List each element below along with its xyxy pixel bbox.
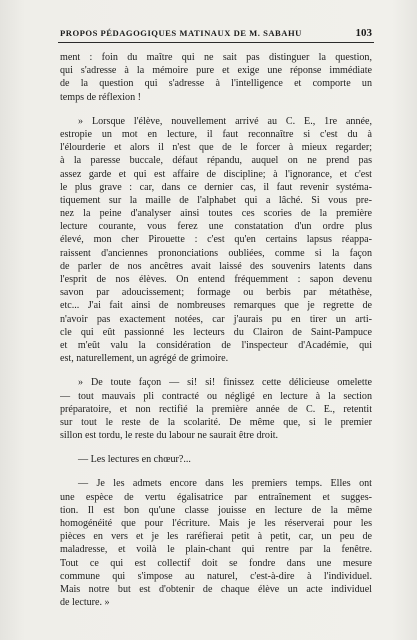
text-line: nez la peine d'analyser ainsi toutes ces scories de la première xyxy=(60,208,372,220)
text-line: savon par adoucissement; formage ou berbis par métathèse, xyxy=(60,287,372,299)
text-line: temps de réflexion ! xyxy=(60,91,142,103)
text-line: homogénéité que pour l'écriture. Mais je les réserverai pour les xyxy=(60,518,372,529)
page-number: 103 xyxy=(355,27,372,39)
text-line: etc... J'ai fait ainsi de nombreuses remarques que je regrette de xyxy=(60,300,372,312)
paragraph xyxy=(60,453,372,466)
text-line: élevé, mon cher Pirouette : c'est qu'en certains lapsus réappa- xyxy=(60,234,372,246)
text-line: raissent d'anciennes prononciations oubliées, comme si la façon xyxy=(60,247,372,259)
text-line: maladresse, et voilà le plain-chant qui rentre par la fenêtre. xyxy=(60,544,372,556)
text-line: commune qui s'impose au naturel, c'est-à-dire à l'individuel. xyxy=(60,570,372,582)
text-line: Mais notre but est d'obtenir de chaque élève un acte individuel xyxy=(60,583,372,595)
text-line: de la question qui s'adresse à l'intelligence et comporte un xyxy=(60,78,372,90)
paragraph-gap xyxy=(60,104,372,115)
text-line: ment : foin du maître qui ne sait pas distinguer la question, xyxy=(60,52,372,63)
text-line: lecture courante, vous ferez une constatation d'un ordre plus xyxy=(60,221,372,233)
text-line: » Lorsque l'élève, nouvellement arrivé au C. E., 1re année, xyxy=(78,115,372,127)
text-line: et m'eût valu la considération de l'inspecteur d'Académie, qui xyxy=(60,339,372,351)
paragraph-gap xyxy=(60,466,372,477)
text-line: estropie un mot en lecture, il faut reconnaître si c'est du à xyxy=(60,128,372,140)
paragraph xyxy=(60,477,372,609)
running-title: PROPOS PÉDAGOGIQUES MATINAUX DE M. SABAHU xyxy=(60,28,302,38)
header-rule xyxy=(58,42,374,43)
text-line: — tout mauvais pli contracté ou négligé en lecture à la section xyxy=(60,390,372,402)
text-line: cle qui eût passionné les lecteurs du Clairon de Saint-Pampuce xyxy=(60,326,372,338)
text-line: l'élourderie et alors il n'est que de le forcer à mieux regarder; xyxy=(60,142,372,154)
paragraph-gap xyxy=(60,442,372,453)
paragraph xyxy=(60,376,372,442)
text-line: sur tout le reste de la scolarité. De même que, si le premier xyxy=(60,416,372,428)
text-line: pièces en vers et je les raréfierai petit à petit, car, un peu de xyxy=(60,531,372,543)
text-line: » De toute façon — si! si! finissez cette délicieuse omelette xyxy=(78,377,372,389)
text-line: l'esprit de nos élèves. On entend fréquemment : sapon devenu xyxy=(60,274,372,285)
text-line: une espèce de vertu égalisatrice par entraînement et sugges- xyxy=(60,491,372,503)
text-line: de parler de nos ancêtres avait laissé des souvenirs latents dans xyxy=(60,260,372,272)
page-header xyxy=(60,27,372,39)
paragraph-gap xyxy=(60,365,372,376)
text-line: est, naturellement, un agrégé de grimoire. xyxy=(60,353,229,365)
text-line: sillon est tordu, le reste du labour ne saurait être droit. xyxy=(60,430,279,442)
text-line: — Les lectures en chœur?... xyxy=(78,454,191,466)
text-line: préparatoire, et non rectifié la première année de C. E., retentit xyxy=(60,403,372,415)
text-line: assez garde et qui est affaire de discipline; à l'ignorance, et c'est xyxy=(60,168,372,180)
text-line: Tout ce qui est collectif doit se fondre dans une mesure xyxy=(60,557,372,569)
text-line: de lecture. » xyxy=(60,597,110,609)
text-line: tion. Il est bon qu'une classe jouisse en lecture de la même xyxy=(60,504,372,516)
text-line: n'avoir pas exactement notées, car j'aurais pu en tirer un arti- xyxy=(60,313,372,325)
text-line: — Je les admets encore dans les premiers temps. Elles ont xyxy=(78,478,372,490)
paragraph xyxy=(60,51,372,104)
page-body xyxy=(60,51,372,609)
text-line: tiquement sur la maille de l'alphabet qui a lâché. Si vous pre- xyxy=(60,194,372,206)
text-line: à la paresse buccale, défaut répandu, auquel on ne prend pas xyxy=(60,155,372,167)
text-line: le plus grave : car, dans ce dernier cas, il faut revenir systéma- xyxy=(60,181,372,193)
text-line: qui s'adresse à la mémoire pure et exige une réponse immédiate xyxy=(60,65,372,77)
paragraph xyxy=(60,115,372,366)
